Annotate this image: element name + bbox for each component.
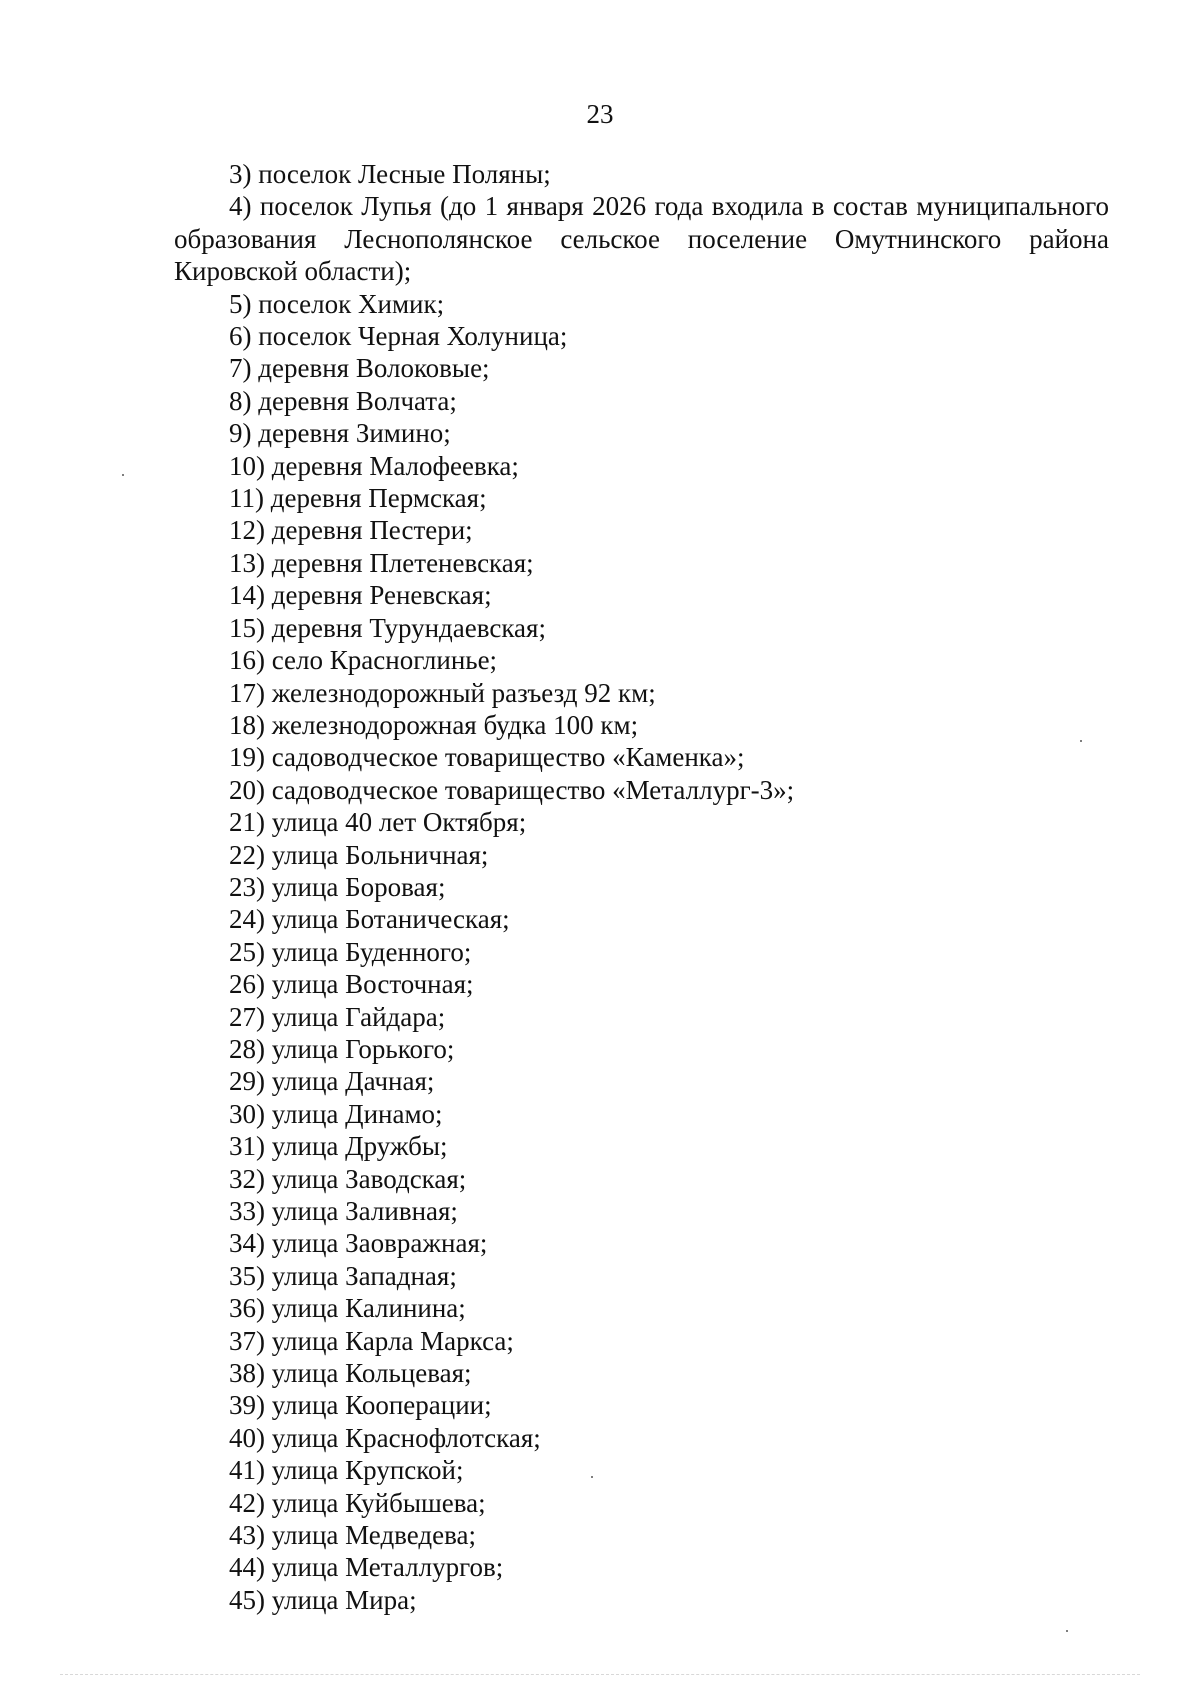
list-item: 24) улица Ботаническая;: [229, 904, 510, 935]
list-item: 12) деревня Пестери;: [229, 515, 473, 546]
list-item: 28) улица Горького;: [229, 1033, 455, 1064]
list-item: 17) железнодорожный разъезд 92 км;: [229, 677, 656, 708]
list-item: 34) улица Заовражная;: [229, 1228, 488, 1259]
page-number: 23: [586, 99, 614, 129]
list-item: 35) улица Западная;: [229, 1260, 457, 1291]
scan-speck: [122, 474, 124, 476]
list-item: 13) деревня Плетеневская;: [229, 547, 534, 578]
list-item: 19) садоводческое товарищество «Каменка»;: [229, 742, 745, 773]
list-item: 11) деревня Пермская;: [229, 483, 487, 514]
document-body: [174, 158, 1109, 1616]
list-item: 9) деревня Зимино;: [229, 418, 451, 449]
list-item: 37) улица Карла Маркса;: [229, 1325, 514, 1356]
list-item: 4) поселок Лупья (до 1 января 2026 года входила в состав муниципального образования Леснополянское сельское поселение Омутнинского района Кировской области);: [174, 191, 1109, 287]
list-item: 14) деревня Реневская;: [229, 580, 492, 611]
list-item: 20) садоводческое товарищество «Металлург-3»;: [229, 774, 795, 805]
list-item: 36) улица Калинина;: [229, 1293, 466, 1324]
scan-speck: [591, 1476, 593, 1478]
list-item: 43) улица Медведева;: [229, 1520, 476, 1551]
list-item: 38) улица Кольцевая;: [229, 1358, 472, 1389]
list-item: 7) деревня Волоковые;: [229, 353, 490, 384]
list-item: 41) улица Крупской;: [229, 1455, 464, 1486]
list-item: 8) деревня Волчата;: [229, 385, 457, 416]
list-item: 3) поселок Лесные Поляны;: [229, 159, 551, 189]
list-item: 16) село Красноглинье;: [229, 645, 498, 676]
list-item: 44) улица Металлургов;: [229, 1552, 504, 1583]
list-item: 32) улица Заводская;: [229, 1163, 467, 1194]
list-item: 10) деревня Малофеевка;: [229, 450, 519, 481]
list-item: 45) улица Мира;: [229, 1584, 417, 1615]
list-item: 23) улица Боровая;: [229, 871, 446, 902]
list-item: 31) улица Дружбы;: [229, 1131, 448, 1162]
scan-speck: [1066, 1630, 1068, 1632]
list-item: 15) деревня Турундаевская;: [229, 612, 546, 643]
list-item: 42) улица Куйбышева;: [229, 1487, 486, 1518]
list-item: 27) улица Гайдара;: [229, 1001, 446, 1032]
list-item: 6) поселок Черная Холуница;: [229, 321, 568, 352]
list-item: 26) улица Восточная;: [229, 969, 474, 1000]
list-item: 30) улица Динамо;: [229, 1098, 443, 1129]
scan-speck: [1080, 740, 1082, 742]
list-item: 5) поселок Химик;: [229, 288, 445, 319]
list-item: 21) улица 40 лет Октября;: [229, 807, 527, 838]
list-item: 33) улица Заливная;: [229, 1196, 458, 1226]
scan-edge: [60, 1674, 1140, 1677]
list-item: 39) улица Кооперации;: [229, 1390, 492, 1421]
list-item: 25) улица Буденного;: [229, 936, 472, 967]
list-item: 29) улица Дачная;: [229, 1066, 435, 1097]
list-item: 18) железнодорожная будка 100 км;: [229, 709, 639, 740]
list-item: 40) улица Краснофлотская;: [229, 1422, 541, 1453]
list-item: 22) улица Больничная;: [229, 839, 489, 870]
